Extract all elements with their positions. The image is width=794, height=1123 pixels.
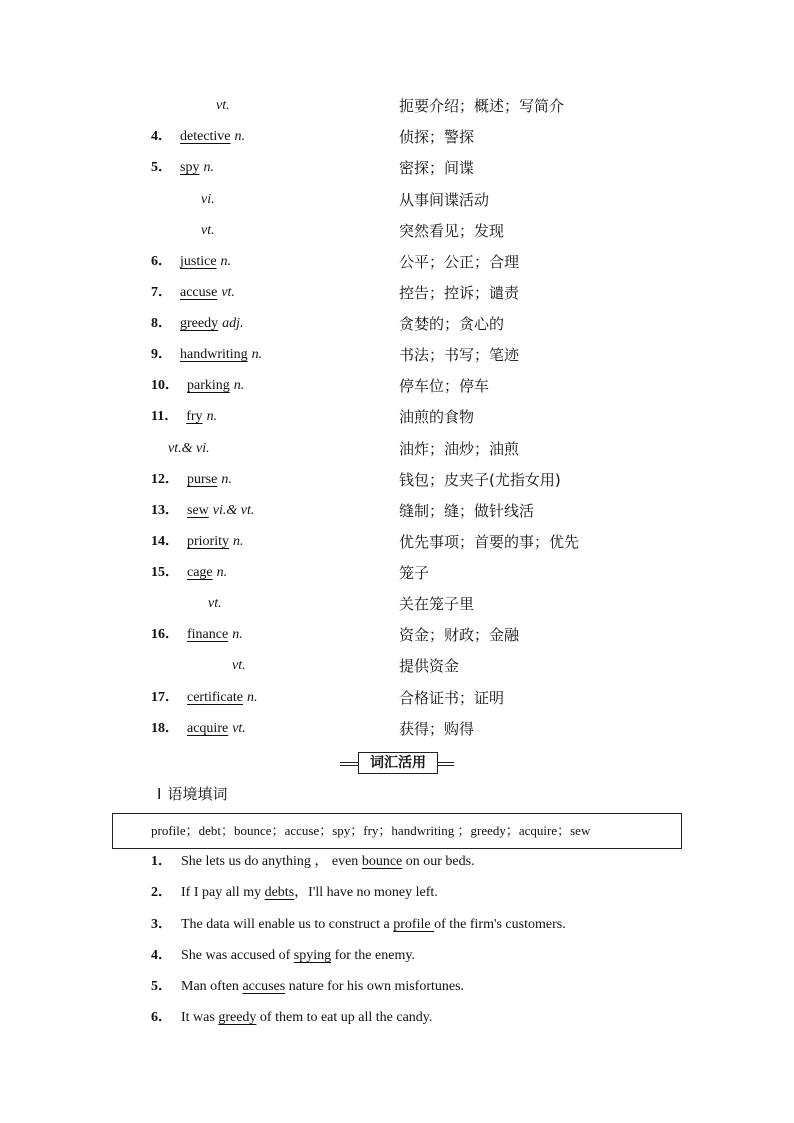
vocab-meaning: 合格证书；证明 [399,689,505,707]
vocab-number: 13． [151,503,179,518]
vocab-row [0,374,794,398]
vocab-word: parking [187,378,230,393]
vocab-meaning: 优先事项；首要的事；优先 [399,533,580,551]
vocab-number: 18． [151,721,179,736]
section-banner-label: 词汇活用 [358,752,438,774]
vocab-word: certificate [187,690,243,705]
vocab-row [0,94,794,118]
vocab-row [0,281,794,305]
vocab-meaning: 扼要介绍；概述；写简介 [399,97,565,115]
word-bank-text: profile；debt；bounce；accuse；spy；fry；handwriting ；greedy；acquire；sew [151,823,591,838]
sentence-number: 6． [151,1010,172,1025]
vocab-pos: n. [246,690,258,705]
vocab-number: 5． [151,160,172,175]
vocab-row [0,623,794,647]
vocab-word: cage [187,565,213,580]
vocab-meaning: 侦探；警探 [399,128,475,146]
section-roman-numeral: Ⅰ [157,787,162,803]
sentence-text-after: nature for his own misfortunes. [285,979,465,994]
vocab-word: detective [180,129,231,144]
vocab-meaning: 钱包；皮夹子(尤指女用) [399,471,561,489]
vocab-pos: n. [233,378,245,393]
word-bank-box [112,813,682,849]
vocab-row [0,561,794,585]
sentence-number: 2． [151,885,172,900]
vocab-number: 12． [151,472,179,487]
sentence-answer: profile [393,917,435,932]
exercise-sentence [151,944,415,964]
vocab-word: acquire [187,721,229,736]
sentence-text-before: She lets us do anything ， even [181,854,362,869]
vocab-meaning: 笼子 [399,564,430,582]
vocab-meaning: 提供资金 [399,657,460,675]
vocab-meaning: 资金；财政；金融 [399,626,520,644]
vocab-pos: vt. [232,721,246,736]
vocab-number: 15． [151,565,179,580]
sentence-number: 1． [151,854,172,869]
vocab-word: purse [187,472,218,487]
sentence-answer: bounce [361,854,403,869]
vocab-pos: adj. [222,316,244,331]
vocab-word: greedy [180,316,219,331]
sentence-text-before: She was accused of [181,948,294,963]
vocab-row [0,468,794,492]
vocab-row [0,219,794,243]
vocab-number: 9． [151,347,172,362]
vocab-row [0,592,794,616]
sentence-text-after: of the firm's customers. [434,917,566,932]
vocab-row [0,530,794,554]
exercise-sentence [151,975,464,995]
vocab-meaning: 油煎的食物 [399,408,475,426]
vocab-number: 11． [151,409,179,424]
vocab-pos: n. [221,472,232,487]
sentence-text-before: If I pay all my [181,885,265,900]
vocab-word: accuse [180,285,218,300]
vocab-number: 6． [151,254,172,269]
vocab-meaning: 从事间谍活动 [399,191,490,209]
vocab-row [0,125,794,149]
sentence-number: 4． [151,948,172,963]
exercise-sentence [151,913,566,933]
vocab-word: justice [180,254,217,269]
sentence-answer: debts [264,885,295,900]
vocab-meaning: 书法；书写；笔迹 [399,346,520,364]
vocab-word: finance [187,627,229,642]
sentence-number: 3． [151,917,172,932]
vocab-pos: n. [251,347,263,362]
vocab-number: 14． [151,534,179,549]
vocab-pos: n. [234,129,246,144]
vocab-word: handwriting [180,347,248,362]
vocab-pos: n. [203,160,214,175]
vocab-pos: vi. [201,192,215,207]
vocab-word: sew [187,503,209,518]
exercise-sentence [151,1006,432,1026]
sentence-text-after: of them to eat up all the candy. [256,1010,433,1025]
section-banner [340,752,454,774]
vocab-number: 8． [151,316,172,331]
vocab-meaning: 公平；公正；合理 [399,253,520,271]
vocab-meaning: 停车位；停车 [399,377,490,395]
sentence-number: 5． [151,979,172,994]
vocab-meaning: 控告；控诉；谴责 [399,284,520,302]
vocab-meaning: 油炸；油炒；油煎 [399,440,520,458]
vocab-word: fry [186,409,203,424]
sentence-text-before: It was [181,1010,219,1025]
vocab-row [0,686,794,710]
vocab-row [0,156,794,180]
vocab-row [0,717,794,741]
sentence-answer: accuses [242,979,286,994]
vocab-pos: vt. [221,285,235,300]
vocab-row [0,654,794,678]
vocab-pos: n. [216,565,228,580]
vocab-number: 17． [151,690,179,705]
vocab-pos: n. [206,409,218,424]
vocab-meaning: 贪婪的；贪心的 [399,315,505,333]
sentence-text-after: ，I'll have no money left. [294,885,438,900]
vocab-row [0,250,794,274]
section-title [157,783,227,804]
exercise-sentence [151,881,438,901]
vocab-word: priority [187,534,229,549]
vocab-row [0,405,794,429]
vocab-row [0,437,794,461]
vocab-meaning: 密探；间谍 [399,159,475,177]
vocab-meaning: 关在笼子里 [399,595,475,613]
sentence-text-after: on our beds. [402,854,475,869]
vocab-pos: n. [220,254,232,269]
vocab-pos: vt. [201,223,215,238]
sentence-text-before: Man often [181,979,243,994]
vocab-pos: vi.& vt. [212,503,255,518]
vocab-number: 7． [151,285,172,300]
vocab-number: 4． [151,129,172,144]
vocab-meaning: 缝制；缝；做针线活 [399,502,535,520]
sentence-text-before: The data will enable us to construct a [181,917,394,932]
sentence-text-after: for the enemy. [331,948,415,963]
vocab-word: spy [180,160,200,175]
vocab-pos: vt. [216,98,230,113]
vocab-meaning: 获得；购得 [399,720,475,738]
sentence-answer: spying [293,948,332,963]
section-title-text: 语境填词 [167,785,228,803]
vocab-pos: n. [232,627,243,642]
vocab-pos: vt. [232,658,246,673]
vocab-number: 16． [151,627,179,642]
vocab-row [0,188,794,212]
vocab-pos: n. [233,534,244,549]
vocab-number: 10． [151,378,179,393]
vocab-row [0,312,794,336]
vocab-meaning: 突然看见；发现 [399,222,505,240]
vocab-pos: vt. [208,596,222,611]
vocab-pos: vt.& vi. [168,441,210,456]
vocab-row [0,343,794,367]
exercise-sentence [151,850,475,870]
sentence-answer: greedy [218,1010,257,1025]
vocab-row [0,499,794,523]
